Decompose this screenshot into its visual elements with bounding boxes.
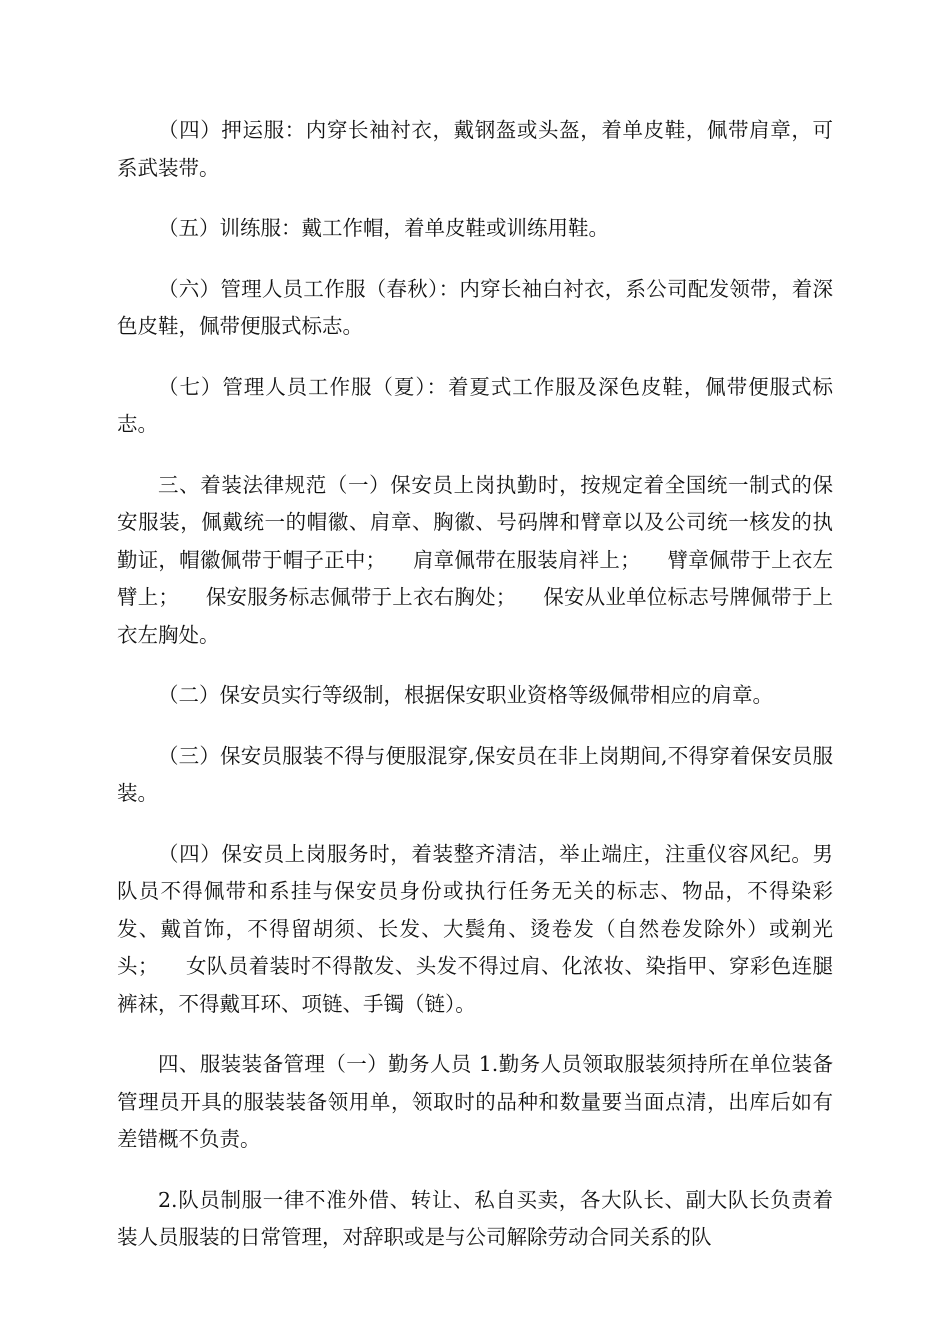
- paragraph-training-uniform: （五）训练服：戴工作帽，着单皮鞋或训练用鞋。: [158, 216, 609, 240]
- paragraph-manager-uniform-spring-autumn: （六）管理人员工作服（春秋）：内穿长袖白衬衣，系公司配发领带，着深色皮鞋，佩带便服式标志。: [117, 276, 833, 338]
- paragraph-uniform-lending-rules: 2.队员制服一律不准外借、转让、私自买卖，各大队长、副大队长负责着装人员服装的日常管理，对辞职或是与公司解除劳动合同关系的队: [117, 1187, 833, 1249]
- paragraph-no-mixing-clothes: （三）保安员服装不得与便服混穿,保安员在非上岗期间,不得穿着保安员服装。: [117, 743, 833, 805]
- paragraph-rank-system: （二）保安员实行等级制，根据保安职业资格等级佩带相应的肩章。: [158, 683, 773, 707]
- paragraph-escort-uniform: （四）押运服：内穿长袖衬衣，戴钢盔或头盔，着单皮鞋，佩带肩章，可系武装带。: [117, 118, 833, 180]
- paragraph-manager-uniform-summer: （七）管理人员工作服（夏）：着夏式工作服及深色皮鞋，佩带便服式标志。: [117, 374, 833, 436]
- paragraph-appearance-rules: （四）保安员上岗服务时，着装整齐清洁，举止端庄，注重仪容风纪。男队员不得佩带和系挂与保安员身份或执行任务无关的标志、物品，不得染彩发、戴首饰，不得留胡须、长发、大鬓角、烫卷发（自然卷发除外）或剃光头； 女队员着装时不得散发、头发不得过肩、化浓妆、染指甲、穿彩色连腿裤袜，不得戴耳环、项链、手镯（链）。: [117, 841, 833, 1016]
- paragraph-equipment-management-section: 四、服装装备管理（一）勤务人员 1.勤务人员领取服装须持所在单位装备管理员开具的服装装备领用单，领取时的品种和数量要当面点清，出库后如有差错概不负责。: [117, 1052, 833, 1151]
- paragraph-dress-code-section: 三、着装法律规范（一）保安员上岗执勤时，按规定着全国统一制式的保安服装，佩戴统一的帽徽、肩章、胸徽、号码牌和臂章以及公司统一核发的执勤证，帽徽佩带于帽子正中； 肩章佩带在服装肩袢上； 臂章佩带于上衣左臂上； 保安服务标志佩带于上衣右胸处； 保安从业单位标志号牌佩带于上衣左胸处。: [117, 472, 833, 647]
- document-body: [117, 112, 833, 1280]
